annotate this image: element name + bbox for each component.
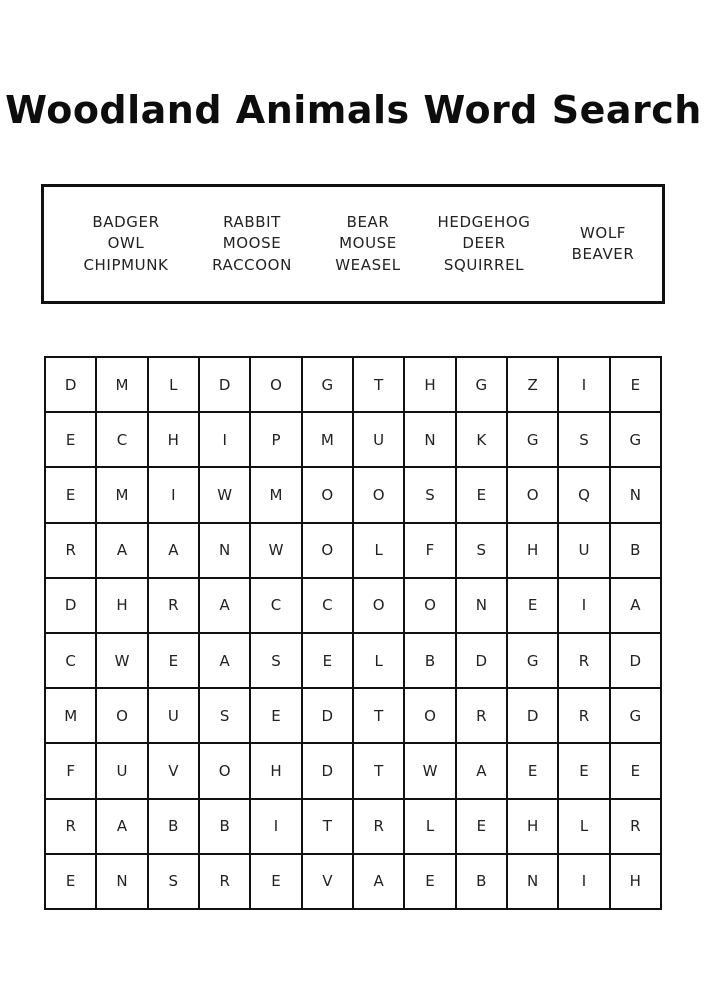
grid-cell[interactable]: R <box>200 855 251 910</box>
grid-cell[interactable]: A <box>149 524 200 579</box>
grid-cell[interactable]: H <box>251 744 302 799</box>
grid-cell[interactable]: E <box>559 744 610 799</box>
grid-cell[interactable]: E <box>508 579 559 634</box>
word-list-item: DEER <box>462 234 506 253</box>
grid-cell[interactable]: E <box>457 800 508 855</box>
grid-cell[interactable]: T <box>354 744 405 799</box>
grid-cell[interactable]: W <box>251 524 302 579</box>
grid-cell[interactable]: E <box>46 855 97 910</box>
grid-cell[interactable]: L <box>149 358 200 413</box>
grid-cell[interactable]: S <box>149 855 200 910</box>
grid-cell[interactable]: O <box>251 358 302 413</box>
word-list-item: CHIPMUNK <box>83 255 169 274</box>
grid-cell[interactable]: R <box>354 800 405 855</box>
grid-cell[interactable]: A <box>457 744 508 799</box>
grid-cell[interactable]: H <box>611 855 662 910</box>
grid-cell[interactable]: F <box>405 524 456 579</box>
word-list-item: RACCOON <box>212 255 292 274</box>
grid-cell[interactable]: C <box>303 579 354 634</box>
grid-cell[interactable]: R <box>149 579 200 634</box>
word-list-column-3 <box>324 212 412 277</box>
grid-cell[interactable]: U <box>97 744 148 799</box>
grid-cell[interactable]: L <box>559 800 610 855</box>
grid-cell[interactable]: L <box>405 800 456 855</box>
grid-cell[interactable]: V <box>303 855 354 910</box>
grid-cell[interactable]: G <box>508 413 559 468</box>
grid-cell[interactable]: H <box>508 524 559 579</box>
grid-cell[interactable]: T <box>303 800 354 855</box>
grid-cell[interactable]: S <box>559 413 610 468</box>
grid-cell[interactable]: R <box>457 689 508 744</box>
grid-cell[interactable]: I <box>559 358 610 413</box>
grid-cell[interactable]: E <box>46 468 97 523</box>
grid-cell[interactable]: W <box>200 468 251 523</box>
grid-cell[interactable]: O <box>200 744 251 799</box>
grid-cell[interactable]: E <box>508 744 559 799</box>
word-list-column-4 <box>434 212 534 277</box>
grid-cell[interactable]: B <box>405 634 456 689</box>
grid-cell[interactable]: K <box>457 413 508 468</box>
grid-cell[interactable]: I <box>149 468 200 523</box>
grid-cell[interactable]: M <box>97 468 148 523</box>
grid-cell[interactable]: C <box>97 413 148 468</box>
grid-cell[interactable]: R <box>559 689 610 744</box>
grid-cell[interactable]: S <box>200 689 251 744</box>
grid-cell[interactable]: A <box>611 579 662 634</box>
grid-cell[interactable]: B <box>200 800 251 855</box>
grid-cell[interactable]: A <box>200 634 251 689</box>
grid-cell[interactable]: E <box>149 634 200 689</box>
word-list-item: BEAR <box>346 212 390 231</box>
word-list-item: WOLF <box>579 223 627 242</box>
grid-cell[interactable]: A <box>200 579 251 634</box>
grid-cell[interactable]: N <box>200 524 251 579</box>
grid-cell[interactable]: O <box>405 689 456 744</box>
grid-cell[interactable]: W <box>97 634 148 689</box>
grid-cell[interactable]: E <box>46 413 97 468</box>
word-list-item: OWL <box>107 234 145 253</box>
grid-cell[interactable]: B <box>457 855 508 910</box>
grid-cell[interactable]: T <box>354 689 405 744</box>
grid-cell[interactable]: B <box>611 524 662 579</box>
grid-cell[interactable]: W <box>405 744 456 799</box>
grid-cell[interactable]: T <box>354 358 405 413</box>
grid-cell[interactable]: U <box>559 524 610 579</box>
grid-cell[interactable]: S <box>457 524 508 579</box>
grid-cell[interactable]: D <box>508 689 559 744</box>
grid-cell[interactable]: Q <box>559 468 610 523</box>
grid-cell[interactable]: E <box>611 744 662 799</box>
grid-cell[interactable]: A <box>97 524 148 579</box>
word-list-item: MOOSE <box>222 234 282 253</box>
grid-cell[interactable]: N <box>97 855 148 910</box>
grid-cell[interactable]: G <box>457 358 508 413</box>
word-list-item: MOUSE <box>339 234 397 253</box>
grid-cell[interactable]: O <box>303 524 354 579</box>
word-list-column-1 <box>82 212 170 277</box>
grid-cell[interactable]: N <box>457 579 508 634</box>
grid-cell[interactable]: H <box>149 413 200 468</box>
grid-cell[interactable]: I <box>251 800 302 855</box>
grid-cell[interactable]: I <box>200 413 251 468</box>
word-list-item: HEDGEHOG <box>437 212 531 231</box>
grid-cell[interactable]: H <box>97 579 148 634</box>
grid-cell[interactable]: C <box>251 579 302 634</box>
grid-cell[interactable]: N <box>405 413 456 468</box>
grid-cell[interactable]: D <box>611 634 662 689</box>
grid-cell[interactable]: L <box>354 524 405 579</box>
grid-cell[interactable]: P <box>251 413 302 468</box>
page-title: Woodland Animals Word Search <box>5 88 702 132</box>
grid-cell[interactable]: O <box>405 579 456 634</box>
grid-cell[interactable]: G <box>508 634 559 689</box>
grid-cell[interactable]: L <box>354 634 405 689</box>
grid-cell[interactable]: A <box>97 800 148 855</box>
grid-cell[interactable]: C <box>46 634 97 689</box>
grid-cell[interactable]: I <box>559 579 610 634</box>
grid-cell[interactable]: O <box>354 468 405 523</box>
grid-cell[interactable]: R <box>611 800 662 855</box>
word-list-item: RABBIT <box>223 212 281 231</box>
grid-cell[interactable]: R <box>559 634 610 689</box>
grid-cell[interactable]: G <box>303 358 354 413</box>
grid-cell[interactable]: I <box>559 855 610 910</box>
grid-cell[interactable]: F <box>46 744 97 799</box>
grid-cell[interactable]: M <box>251 468 302 523</box>
word-list-item: SQUIRREL <box>443 255 525 274</box>
grid-cell[interactable]: D <box>303 689 354 744</box>
grid-cell[interactable]: U <box>149 689 200 744</box>
word-list-box <box>41 184 665 304</box>
grid-cell[interactable]: M <box>46 689 97 744</box>
word-list-item: BADGER <box>92 212 160 231</box>
grid-cell[interactable]: E <box>303 634 354 689</box>
letter-grid <box>44 356 662 910</box>
grid-cell[interactable]: N <box>611 468 662 523</box>
word-list-item: WEASEL <box>335 255 401 274</box>
grid-cell[interactable]: D <box>46 579 97 634</box>
grid-cell[interactable]: S <box>405 468 456 523</box>
grid-cell[interactable]: B <box>149 800 200 855</box>
grid-cell[interactable]: R <box>46 800 97 855</box>
grid-cell[interactable]: S <box>251 634 302 689</box>
grid-cell[interactable]: H <box>405 358 456 413</box>
grid-cell[interactable]: R <box>46 524 97 579</box>
grid-cell[interactable]: O <box>303 468 354 523</box>
grid-cell[interactable]: O <box>97 689 148 744</box>
grid-cell[interactable]: E <box>405 855 456 910</box>
grid-cell[interactable]: D <box>303 744 354 799</box>
grid-cell[interactable]: E <box>611 358 662 413</box>
word-list-column-2 <box>208 212 296 277</box>
grid-cell[interactable]: O <box>508 468 559 523</box>
grid-cell[interactable]: E <box>251 689 302 744</box>
grid-cell[interactable]: G <box>611 413 662 468</box>
grid-cell[interactable]: M <box>303 413 354 468</box>
grid-cell[interactable]: D <box>457 634 508 689</box>
grid-cell[interactable]: D <box>200 358 251 413</box>
grid-cell[interactable]: A <box>354 855 405 910</box>
word-list-column-5 <box>559 223 647 266</box>
grid-cell[interactable]: N <box>508 855 559 910</box>
word-list-item: BEAVER <box>571 245 635 263</box>
grid-cell[interactable]: E <box>251 855 302 910</box>
grid-cell[interactable]: U <box>354 413 405 468</box>
grid-cell[interactable]: Z <box>508 358 559 413</box>
grid-cell[interactable]: V <box>149 744 200 799</box>
grid-cell[interactable]: M <box>97 358 148 413</box>
grid-cell[interactable]: D <box>46 358 97 413</box>
grid-cell[interactable]: O <box>354 579 405 634</box>
grid-cell[interactable]: G <box>611 689 662 744</box>
grid-cell[interactable]: H <box>508 800 559 855</box>
grid-cell[interactable]: E <box>457 468 508 523</box>
